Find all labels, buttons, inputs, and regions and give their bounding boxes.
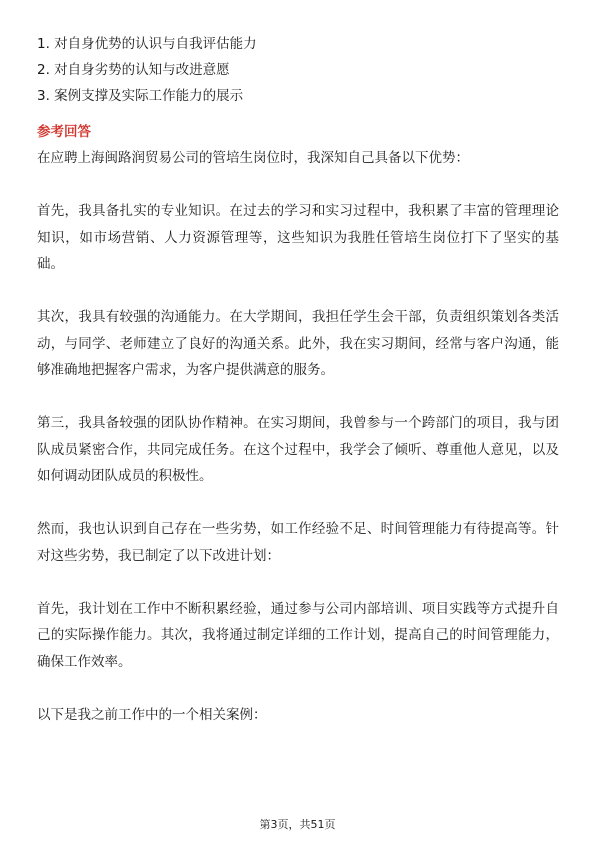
answer-paragraph: 第三，我具备较强的团队协作精神。在实习期间，我曾参与一个跨部门的项目，我与团队成员紧密合作，共同完成任务。在这个过程中，我学会了倾听、尊重他人意见，以及如何调动团队成员的积极性。 [37,415,559,484]
answer-paragraph: 首先，我计划在工作中不断积累经验，通过参与公司内部培训、项目实践等方式提升自己的实际操作能力。其次，我将通过制定详细的工作计划，提高自己的时间管理能力，确保工作效率。 [37,600,559,670]
answer-paragraph: 在应聘上海闽路润贸易公司的管培生岗位时，我深知自己具备以下优势： [37,150,469,166]
answer-body [37,145,559,755]
answer-paragraph: 以下是我之前工作中的一个相关案例： [37,706,267,723]
answer-paragraph: 首先，我具备扎实的专业知识。在过去的学习和实习过程中，我积累了丰富的管理理论知识，如市场营销、人力资源管理等，这些知识为我胜任管培生岗位打下了坚实的基础。 [37,203,559,272]
criteria-item: 3. 案例支撑及实际工作能力的展示 [37,88,244,104]
page-number-footer: 第3页，共51页 [259,818,336,831]
reference-answer-heading: 参考回答 [37,124,91,140]
answer-paragraph: 其次，我具有较强的沟通能力。在大学期间，我担任学生会干部，负责组织策划各类活动，与同学、老师建立了良好的沟通关系。此外，我在实习期间，经常与客户沟通，能够准确地把握客户需求，为客户提供满意的服务。 [37,309,559,378]
evaluation-criteria-list [37,31,557,109]
criteria-item: 2. 对自身劣势的认知与改进意愿 [37,62,230,78]
criteria-item: 1. 对自身优势的认识与自我评估能力 [37,36,257,52]
answer-paragraph: 然而，我也认识到自己存在一些劣势，如工作经验不足、时间管理能力有待提高等。针对这些劣势，我已制定了以下改进计划： [37,521,559,564]
